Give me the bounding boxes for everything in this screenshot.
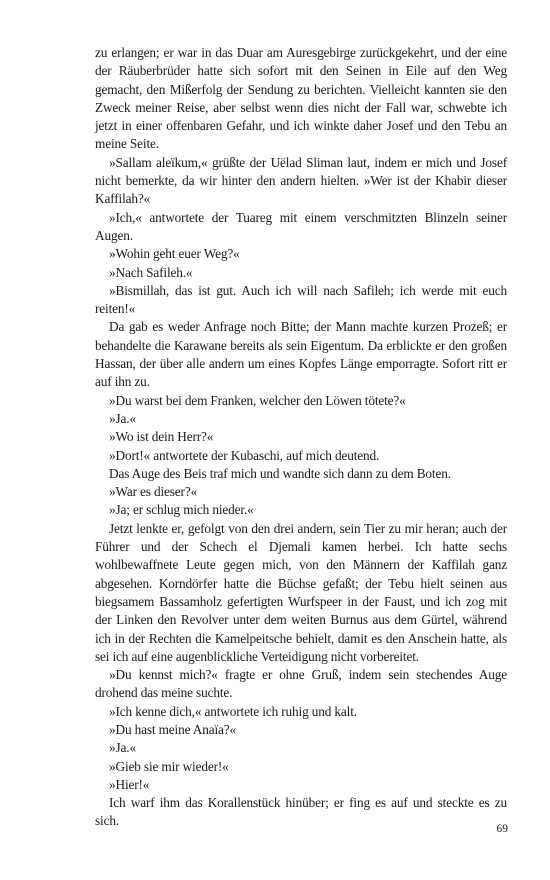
paragraph: »Bismillah, das ist gut. Auch ich will nach Safileh; ich werde mit euch reiten!«: [95, 282, 507, 317]
body-text: [95, 44, 507, 831]
paragraph: »Wohin geht euer Weg?«: [109, 246, 240, 262]
paragraph: »Nach Safileh.«: [109, 264, 193, 280]
paragraph: »Hier!«: [109, 776, 150, 792]
paragraph: »War es dieser?«: [109, 484, 198, 500]
paragraph: Da gab es weder Anfrage noch Bitte; der Mann machte kurzen Prozeß; er behandelte die Karawane bereits als sein Eigentum. Da erblickte er den großen Hassan, der über alle andern um eines Kopfes Länge emporragte. Sofort ritt er auf ihn zu.: [95, 319, 507, 390]
paragraph: »Sallam aleïkum,« grüßte der Uëlad Sliman laut, indem er mich und Josef nicht bemerkte, da wir hinter den andern hielten. »Wer ist der Khabir dieser Kaffilah?«: [95, 154, 507, 207]
paragraph: »Ja.«: [109, 410, 136, 426]
paragraph: »Ich,« antwortete der Tuareg mit einem verschmitzten Blinzeln seiner Augen.: [95, 209, 507, 243]
page-number: 69: [496, 823, 508, 835]
paragraph: »Ja.«: [109, 740, 136, 756]
paragraph: »Wo ist dein Herr?«: [109, 429, 214, 445]
paragraph: »Gieb sie mir wieder!«: [109, 758, 229, 774]
paragraph: »Du kennst mich?« fragte er ohne Gruß, indem sein stechendes Auge drohend das meine suchte.: [95, 667, 507, 701]
paragraph: »Du hast meine Anaïa?«: [109, 721, 237, 737]
paragraph: »Ich kenne dich,« antwortete ich ruhig und kalt.: [109, 703, 357, 719]
paragraph: »Ja; er schlug mich nieder.«: [109, 502, 254, 518]
paragraph: Das Auge des Beis traf mich und wandte sich dann zu dem Boten.: [109, 465, 451, 481]
paragraph: Ich warf ihm das Korallenstück hinüber; er fing es auf und steckte es zu sich.: [95, 795, 507, 829]
paragraph: »Dort!« antwortete der Kubaschi, auf mich deutend.: [109, 447, 380, 463]
paragraph: »Du warst bei dem Franken, welcher den Löwen tötete?«: [109, 392, 406, 408]
paragraph: zu erlangen; er war in das Duar am Auresgebirge zurückgekehrt, und der eine der Räuberbrüder hatte sich sofort mit den Seinen in Eile auf den Weg gemacht, den Mißerfolg der Sendung zu berichten. Vielleicht kannten sie den Zweck meiner Reise, aber selbst wenn dies nicht der Fall war, schwebte ich jetzt in einer offenbaren Gefahr, und ich winkte daher Josef und den Tebu an meine Seite.: [95, 45, 507, 152]
paragraph: Jetzt lenkte er, gefolgt von den drei andern, sein Tier zu mir heran; auch der Führer und der Schech el Djemali kamen herbei. Ich hatte sechs wohlbewaffnete Leute gegen mich, von den Männern der Kaffilah ganz abgesehen. Korndörfer hatte die Büchse gefaßt; der Tebu hielt seinen aus biegsamem Bassamholz gefertigten Wurfspeer in der Faust, und ich zog mit der Linken den Revolver unter dem weiten Burnus aus dem Gürtel, während ich in der Rechten die Kamelpeitsche behielt, damit es den Anschein hatte, als sei ich auf eine augenblickliche Verteidigung nicht vorbereitet.: [95, 520, 507, 664]
